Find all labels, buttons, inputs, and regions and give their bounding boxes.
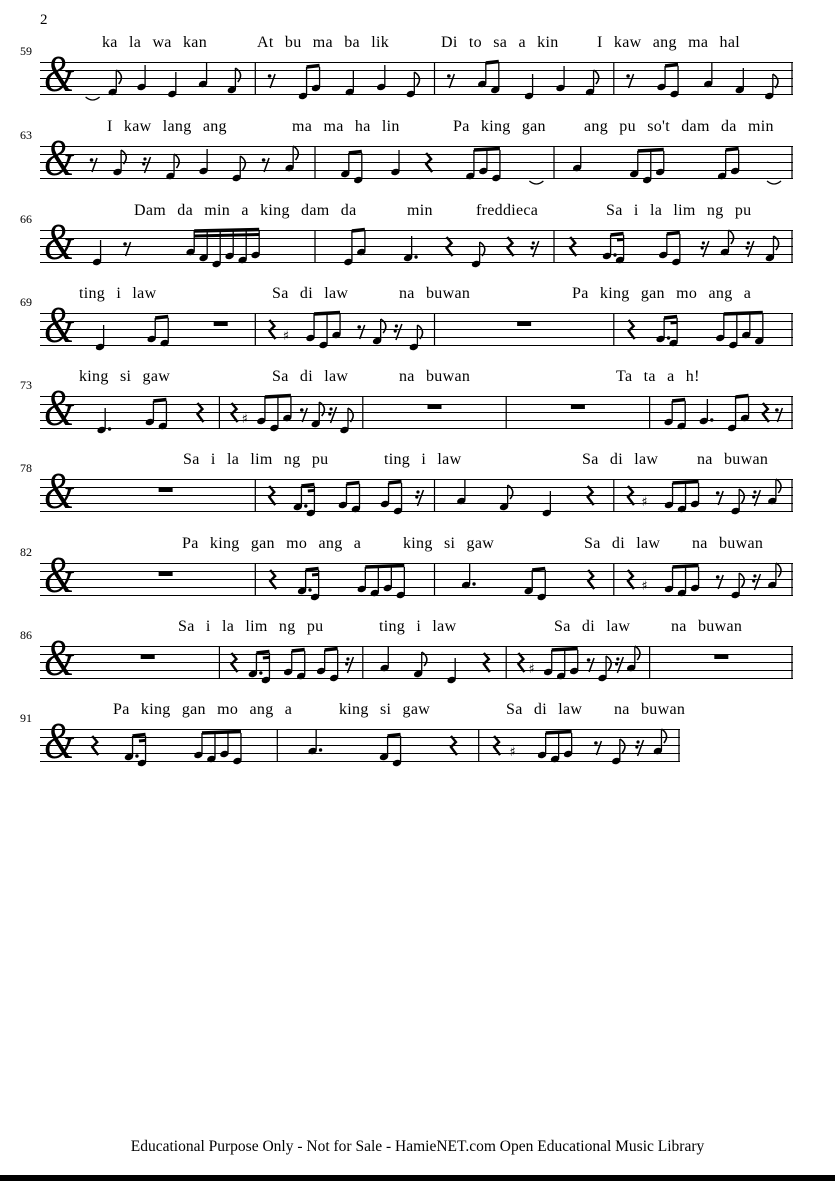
svg-text:♯: ♯: [282, 329, 290, 344]
treble-clef-icon: &: [44, 297, 75, 354]
measure-number: 86: [20, 628, 32, 642]
lyric-phrase: Pa king gan: [453, 118, 546, 135]
staff-notation: [40, 202, 793, 278]
measure-number: 69: [20, 295, 32, 309]
lyric-phrase: ma ma ha lin: [292, 118, 400, 135]
lyric-phrase: ting i law: [79, 285, 157, 302]
treble-clef-icon: &: [44, 713, 75, 770]
staff-notation: [40, 118, 793, 194]
lyric-phrase: I kaw lang ang: [107, 118, 227, 135]
treble-clef-icon: &: [44, 214, 75, 271]
page-number: 2: [40, 12, 48, 28]
treble-clef-icon: &: [44, 463, 75, 520]
lyric-phrase: min: [407, 202, 433, 219]
measure-number: 59: [20, 44, 32, 58]
staff-notation: [40, 535, 793, 611]
staff-notation: [40, 34, 793, 110]
treble-clef-icon: &: [44, 630, 75, 687]
page-edge: [0, 1175, 835, 1181]
treble-clef-icon: &: [44, 547, 75, 604]
lyric-phrase: king si gaw: [403, 535, 495, 552]
svg-text:♯: ♯: [641, 495, 648, 510]
lyric-phrase: Sa i la lim ng pu: [183, 451, 329, 468]
staff-notation: [40, 285, 793, 361]
measure-number: 73: [20, 378, 32, 392]
lyric-phrase: king si gaw: [79, 368, 171, 385]
lyric-phrase: Sa i la lim ng pu: [178, 618, 324, 635]
lyric-phrase: na buwan: [692, 535, 764, 552]
measure-number: 91: [20, 711, 32, 725]
lyric-phrase: Sa di law: [582, 451, 659, 468]
lyric-phrase: I kaw ang ma hal: [597, 34, 740, 51]
staff-notation: [40, 618, 793, 694]
lyric-phrase: Sa di law: [554, 618, 631, 635]
lyric-phrase: Pa king gan mo ang a: [572, 285, 752, 302]
lyric-phrase: Di to sa a kin: [441, 34, 559, 51]
lyric-phrase: na buwan: [697, 451, 769, 468]
lyric-phrase: ang pu so't dam da min: [584, 118, 774, 135]
lyric-phrase: na buwan: [671, 618, 743, 635]
lyric-phrase: ting i law: [384, 451, 462, 468]
staff-notation: [40, 451, 793, 527]
measure-number: 66: [20, 212, 32, 226]
measure-number: 78: [20, 461, 32, 475]
staff-notation: [40, 701, 680, 777]
footer-text: Educational Purpose Only - Not for Sale - HamieNET.com Open Educational Music Library: [130, 1138, 705, 1155]
lyric-phrase: Pa king gan mo ang a: [182, 535, 362, 552]
lyric-phrase: Pa king gan mo ang a: [113, 701, 293, 718]
lyric-phrase: Sa di law: [506, 701, 583, 718]
lyric-phrase: Ta ta a h!: [616, 368, 700, 385]
treble-clef-icon: &: [44, 380, 75, 437]
svg-text:♯: ♯: [241, 412, 248, 427]
lyric-phrase: ka la wa kan: [102, 34, 208, 51]
treble-clef-icon: &: [44, 130, 75, 187]
lyric-phrase: Sa di law: [272, 285, 349, 302]
lyric-phrase: Sa i la lim ng pu: [606, 202, 752, 219]
measure-number: 82: [20, 545, 32, 559]
lyric-phrase: na buwan: [399, 368, 471, 385]
svg-text:♯: ♯: [641, 579, 648, 594]
lyric-phrase: na buwan: [399, 285, 471, 302]
lyric-phrase: Sa di law: [584, 535, 661, 552]
lyric-phrase: At bu ma ba lik: [257, 34, 390, 51]
lyric-phrase: Dam da min a king dam da: [134, 202, 357, 219]
svg-text:♯: ♯: [528, 662, 535, 677]
measure-number: 63: [20, 128, 32, 142]
staff-notation: [40, 368, 793, 444]
lyric-phrase: freddieca: [476, 202, 539, 219]
lyric-phrase: ting i law: [379, 618, 457, 635]
lyric-phrase: na buwan: [614, 701, 686, 718]
lyric-phrase: Sa di law: [272, 368, 349, 385]
treble-clef-icon: &: [44, 46, 75, 103]
lyric-phrase: king si gaw: [339, 701, 431, 718]
svg-text:♯: ♯: [509, 745, 516, 760]
